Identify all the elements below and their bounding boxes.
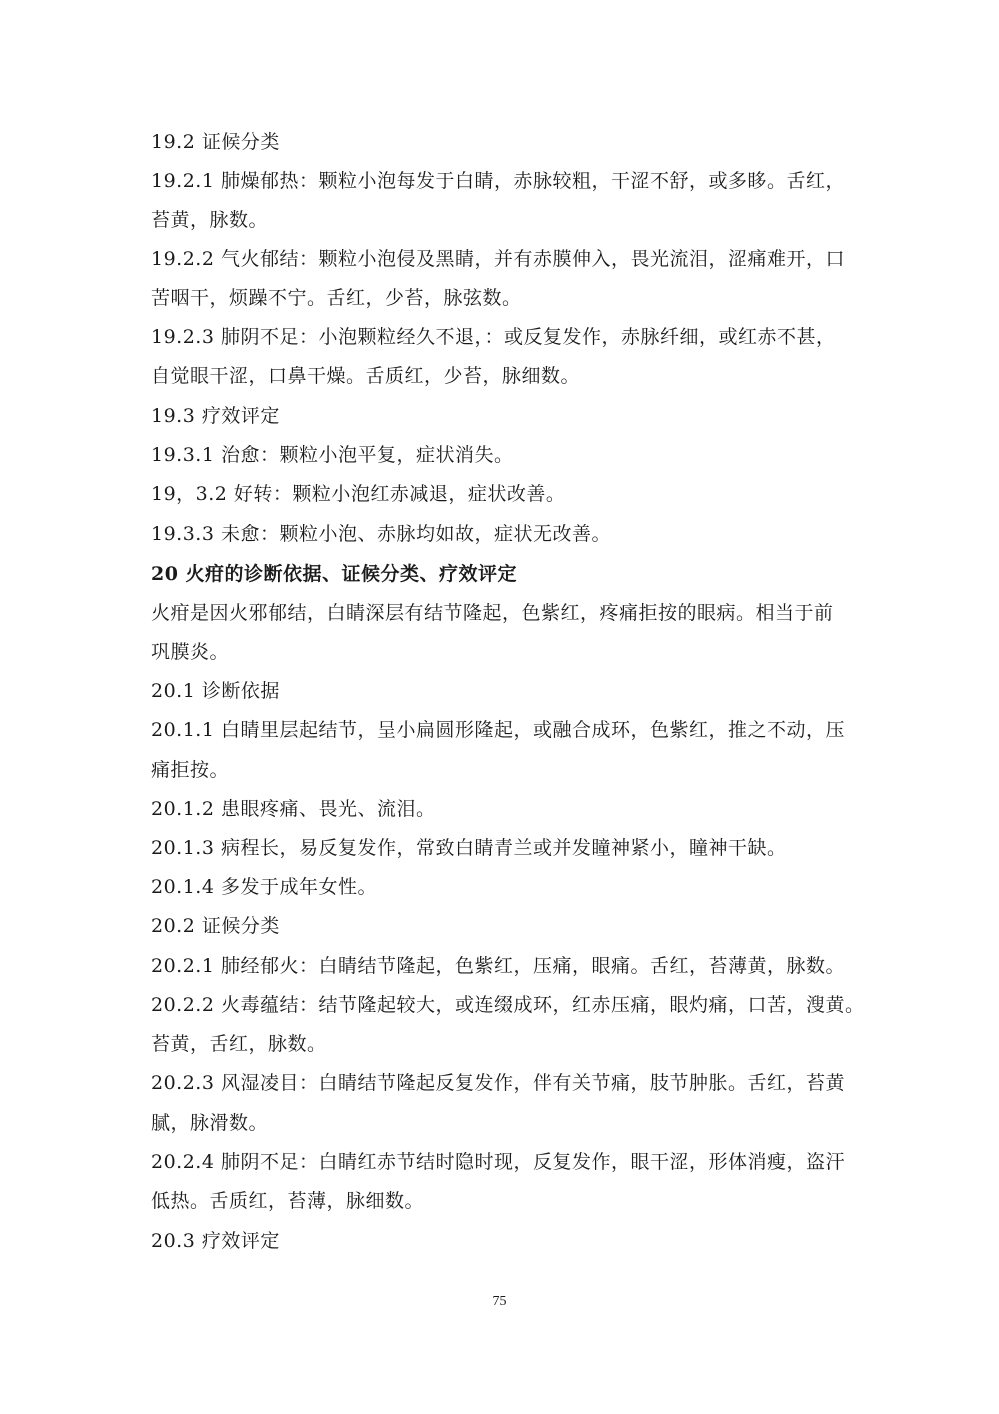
- text-line: 19.3.1 治愈：颗粒小泡平复，症状消失。: [151, 444, 514, 466]
- text-line: 20.2.3 风湿凌目：白睛结节隆起反复发作，伴有关节痛，肢节肿胀。舌红，苔黄: [151, 1072, 845, 1094]
- text-line: 20.2.2 火毒蕴结：结节隆起较大，或连缀成环，红赤压痛，眼灼痛，口苦，溲黄。: [151, 994, 865, 1016]
- text-line: 19.3.3 未愈：颗粒小泡、赤脉均如故，症状无改善。: [151, 523, 611, 545]
- text-line: 19.2.3 肺阴不足：小泡颗粒经久不退，：或反复发作，赤脉纤细，或红赤不甚，: [151, 326, 836, 348]
- text-line: 痛拒按。: [151, 759, 230, 781]
- text-line: 19.2.2 气火郁结：颗粒小泡侵及黑睛，并有赤膜伸入，畏光流泪，涩痛难开，口: [151, 248, 845, 270]
- text-line: 苦咽干，烦躁不宁。舌红，少苔，脉弦数。: [151, 287, 522, 309]
- text-line: 19.2.1 肺燥郁热：颗粒小泡每发于白睛，赤脉较粗，干涩不舒，或多眵。舌红，: [151, 170, 845, 192]
- section-heading-20-2: 20.2 证候分类: [151, 915, 280, 937]
- section-heading-20-1: 20.1 诊断依据: [151, 680, 280, 702]
- text-line: 20.2.4 肺阴不足：白睛红赤节结时隐时现，反复发作，眼干涩，形体消瘦，盗汗: [151, 1151, 845, 1173]
- chapter-heading-20: 20 火疳的诊断依据、证候分类、疗效评定: [151, 563, 518, 585]
- text-line: 苔黄，脉数。: [151, 209, 269, 231]
- text-line: 火疳是因火邪郁结，白睛深层有结节隆起，色紫红，疼痛拒按的眼病。相当于前: [151, 602, 834, 624]
- section-heading-19-3: 19.3 疗效评定: [151, 405, 280, 427]
- page-number: 75: [492, 1294, 507, 1309]
- text-line: 20.1.1 白睛里层起结节，呈小扁圆形隆起，或融合成环，色紫红，推之不动，压: [151, 719, 845, 741]
- text-line: 20.1.4 多发于成年女性。: [151, 876, 377, 898]
- text-line: 巩膜炎。: [151, 641, 230, 663]
- text-line: 19，3.2 好转：颗粒小泡红赤减退，症状改善。: [151, 483, 566, 505]
- text-line: 腻，脉滑数。: [151, 1112, 269, 1134]
- text-line: 苔黄，舌红，脉数。: [151, 1033, 327, 1055]
- text-line: 自觉眼干涩，口鼻干燥。舌质红，少苔，脉细数。: [151, 365, 581, 387]
- section-heading-19-2: 19.2 证候分类: [151, 131, 280, 153]
- text-line: 20.1.2 患眼疼痛、畏光、流泪。: [151, 798, 436, 820]
- text-line: 20.2.1 肺经郁火：白睛结节隆起，色紫红，压痛，眼痛。舌红，苔薄黄，脉数。: [151, 955, 845, 977]
- text-line: 20.1.3 病程长，易反复发作，常致白睛青兰或并发瞳神紧小，瞳神干缺。: [151, 837, 787, 859]
- text-line: 低热。舌质红，苔薄，脉细数。: [151, 1190, 425, 1212]
- section-heading-20-3: 20.3 疗效评定: [151, 1230, 280, 1252]
